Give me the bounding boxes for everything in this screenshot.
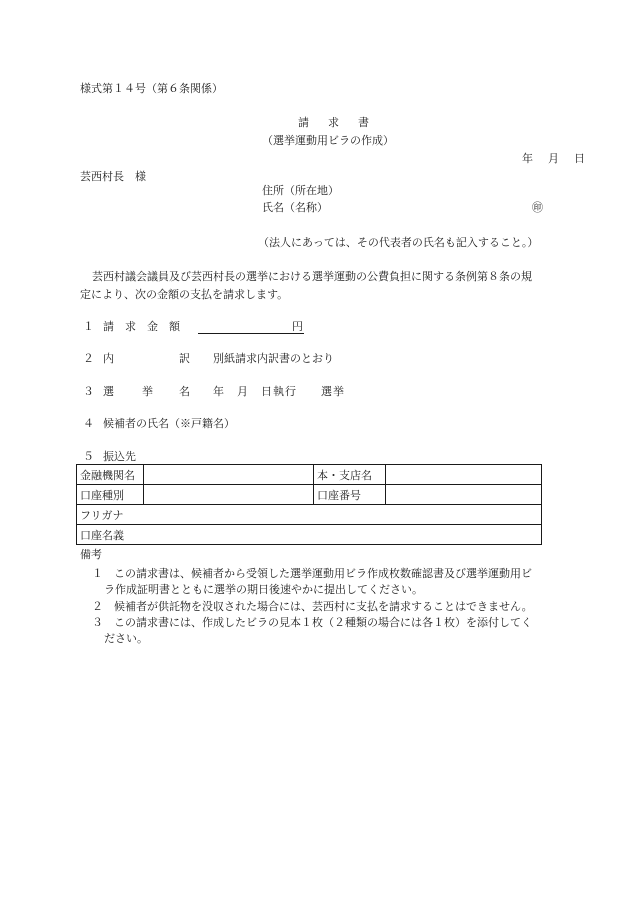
corporate-note: （法人にあっては、その代表者の氏名も記入すること。） [258,236,539,249]
remark-1-line2: ラ作成証明書とともに選挙の期日後速やかに提出してください。 [104,583,423,596]
remark-2-number: ２ [92,600,103,613]
remark-1-number: １ [92,567,103,580]
amount-field[interactable] [198,318,304,334]
bank-transfer-table [76,464,542,545]
item3-number: ３ [83,385,94,398]
form-subtitle: （選挙運動用ビラの作成） [262,134,394,147]
item2-label-b: 訳 [179,352,190,365]
date-field[interactable]: 年 月 日 [522,152,587,165]
table-row [77,525,542,545]
item1-label: 請求金額 [103,320,191,333]
institution-label: 金融機関名 [77,465,144,485]
form-title: 請 求 書 [298,116,373,129]
item2-value: 別紙請求内訳書のとおり [213,352,334,365]
branch-input[interactable] [386,465,542,485]
seal-mark: ㊞ [532,201,543,214]
addressee: 芸西村長 様 [80,170,146,183]
address-label: 住所（所在地） [262,184,339,197]
table-row [77,465,542,485]
account-holder-row[interactable] [77,525,542,545]
account-type-label: 口座種別 [77,485,144,505]
table-row [77,485,542,505]
account-type-input[interactable] [144,485,314,505]
name-label: 氏名（名称） [262,201,328,214]
form-number: 様式第１４号（第６条関係） [80,82,223,95]
item4-number: ４ [83,417,94,430]
remark-3-line1: この請求書には、作成したビラの見本１枚（２種類の場合には各１枚）を添付してく [114,616,532,629]
item2-number: ２ [83,352,94,365]
account-number-label: 口座番号 [314,485,386,505]
item2-label-a: 内 [103,352,114,365]
item5-number: ５ [83,450,94,463]
institution-input[interactable] [144,465,314,485]
body-text-line1: 芸西村議会議員及び芸西村長の選挙における選挙運動の公費負担に関する条例第８条の規 [92,270,532,283]
item1-unit: 円 [292,320,303,333]
furigana-row[interactable] [77,505,542,525]
item1-number: １ [83,320,94,333]
item5-label: 振込先 [103,450,136,463]
remark-2-line1: 候補者が供託物を没収された場合には、芸西村に支払を請求することはできません。 [114,600,533,613]
item3-label-c: 名 [179,385,190,398]
item3-label-b: 挙 [142,385,153,398]
item3-label-a: 選 [103,385,114,398]
remarks-heading: 備考 [80,548,102,561]
remark-1-line1: この請求書は、候補者から受領した選挙運動用ビラ作成枚数確認書及び選挙運動用ビ [114,567,532,580]
furigana-label: フリガナ [80,508,124,522]
branch-label: 本・支店名 [314,465,386,485]
remark-3-number: ３ [92,616,103,629]
item4-label: 候補者の氏名（※戸籍名） [103,417,235,430]
remark-3-line2: ださい。 [104,632,148,645]
election-name-field[interactable]: 年 月 日執行 選挙 [213,385,345,398]
body-text-line2: 定により、次の金額の支払を請求します。 [80,288,289,301]
account-holder-label: 口座名義 [80,528,124,542]
table-row [77,505,542,525]
account-number-input[interactable] [386,485,542,505]
